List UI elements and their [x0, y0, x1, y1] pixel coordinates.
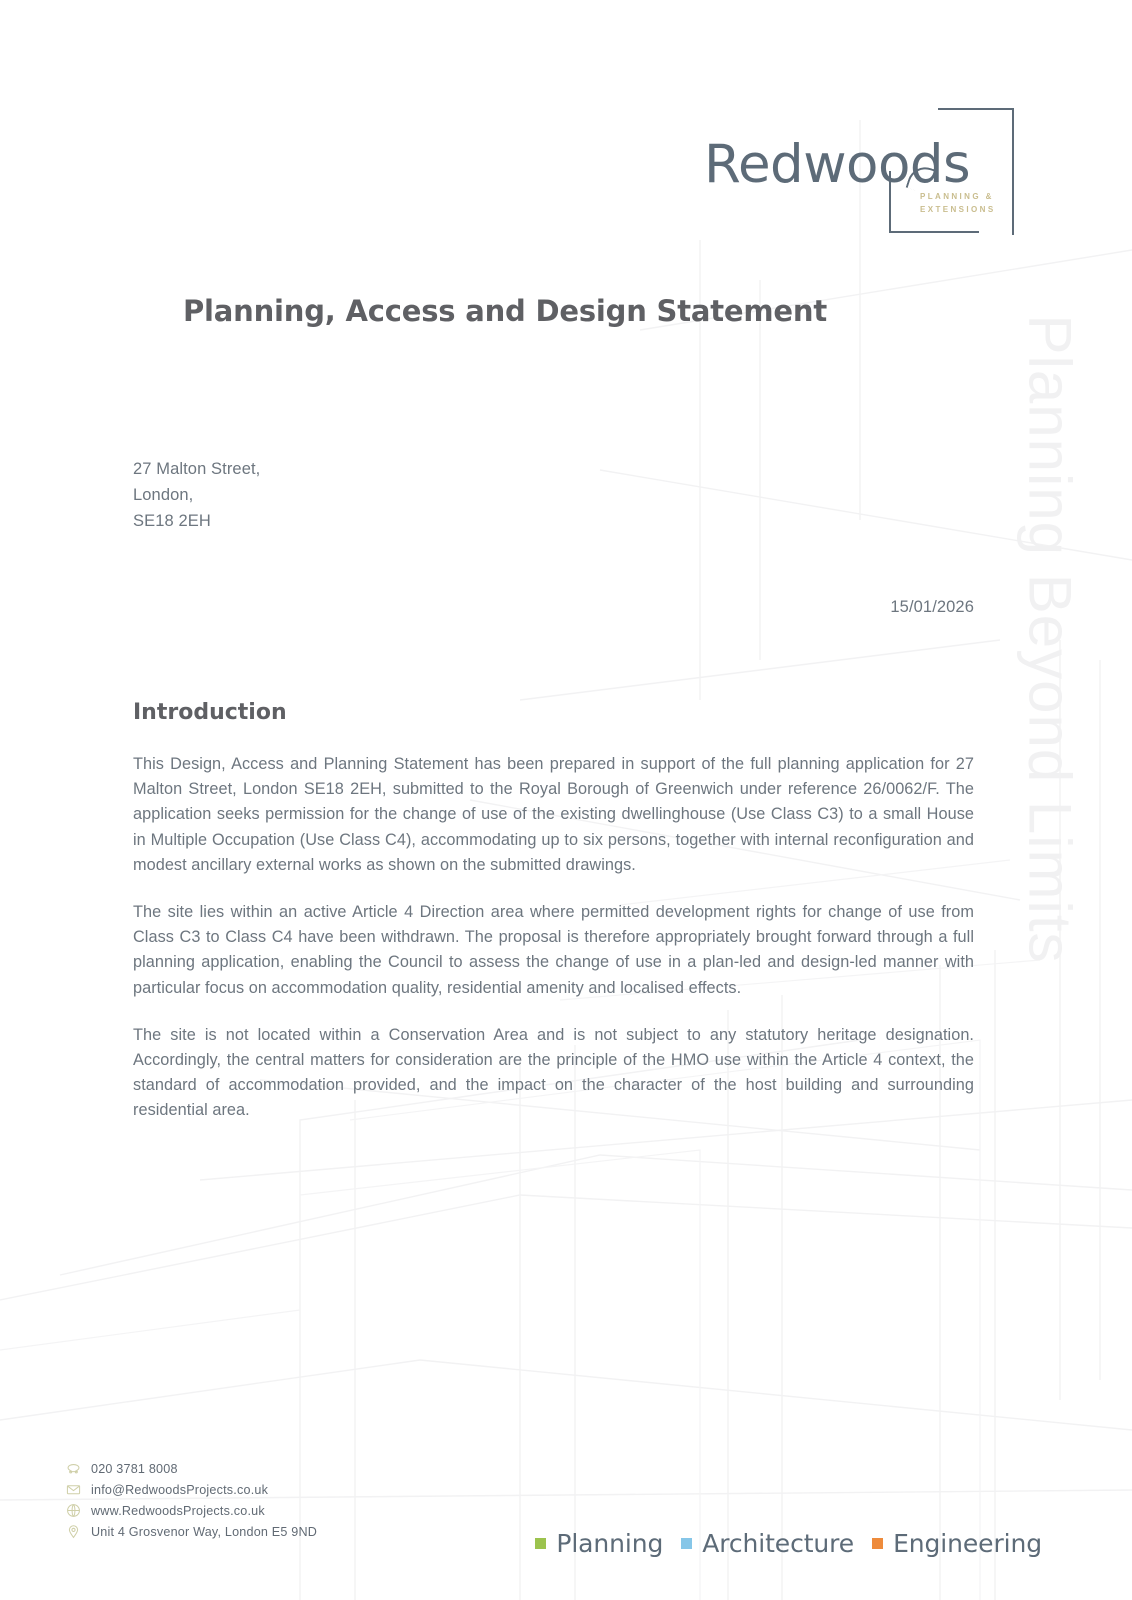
- section-body: [133, 752, 974, 1124]
- footer-website-text: www.RedwoodsProjects.co.uk: [91, 1503, 265, 1518]
- document-date: 15/01/2026: [890, 598, 974, 616]
- watermark-text: Planning Beyond Limits: [1016, 314, 1084, 964]
- body-paragraph: The site lies within an active Article 4 Direction area where permitted development rights for change of use from Class C3 to Class C4 have been withdrawn. The proposal is therefore appropriately brought forward through a full planning application, enabling the Council to assess the change of use in a plan-led and design-led manner with particular focus on accommodation quality, residential amenity and localised effects.: [133, 903, 974, 997]
- service-label-engineering: Engineering: [893, 1529, 1042, 1558]
- brand-logo: [704, 100, 1014, 240]
- site-address-block: [133, 456, 260, 534]
- address-line-1: 27 Malton Street,: [133, 460, 261, 478]
- envelope-icon: [66, 1482, 81, 1497]
- service-swatch-engineering: [872, 1538, 883, 1549]
- footer-address-text: Unit 4 Grosvenor Way, London E5 9ND: [91, 1524, 318, 1539]
- logo-tagline-line2: EXTENSIONS: [920, 205, 996, 214]
- section-heading-introduction: Introduction: [133, 700, 287, 725]
- footer-contact-address[interactable]: [66, 1521, 317, 1542]
- footer-email-text: info@RedwoodsProjects.co.uk: [91, 1482, 269, 1497]
- footer-service-planning[interactable]: [535, 1529, 663, 1558]
- footer-contact-email[interactable]: [66, 1479, 317, 1500]
- body-paragraph: This Design, Access and Planning Statement has been prepared in support of the full planning application for 27 Malton Street, London SE18 2EH, submitted to the Royal Borough of Greenwich under reference 26/0062/F. The application seeks permission for the change of use of the existing dwellinghouse (Use Class C3) to a small House in Multiple Occupation (Use Class C4), accommodating up to six persons, together with internal reconfiguration and modest ancillary external works as shown on the submitted drawings.: [133, 755, 974, 874]
- logo-wordmark: Redwoods: [704, 134, 971, 195]
- globe-icon: [66, 1503, 81, 1518]
- address-line-2: London,: [133, 486, 194, 504]
- footer-contact-website[interactable]: [66, 1500, 317, 1521]
- address-line-3: SE18 2EH: [133, 512, 211, 530]
- service-label-architecture: Architecture: [702, 1529, 855, 1558]
- footer-contact-phone[interactable]: [66, 1458, 317, 1479]
- body-paragraph: The site is not located within a Conservation Area and is not subject to any statutory heritage designation. Accordingly, the central matters for consideration are the principle of the HMO use within the Article 4 context, the standard of accommodation provided, and the impact on the character of the host building and surrounding residential area.: [133, 1025, 974, 1120]
- phone-icon: [66, 1461, 81, 1476]
- footer-services-list: [535, 1529, 1042, 1558]
- location-pin-icon: [66, 1524, 81, 1539]
- page-title: Planning, Access and Design Statement: [183, 294, 827, 328]
- service-swatch-planning: [535, 1538, 546, 1549]
- logo-tagline-line1: PLANNING &: [920, 192, 994, 201]
- service-swatch-architecture: [681, 1538, 692, 1549]
- footer-contact-list: [66, 1458, 317, 1542]
- logo-tagline: [920, 190, 996, 216]
- footer-phone-text: 020 3781 8008: [91, 1461, 178, 1476]
- service-label-planning: Planning: [556, 1529, 664, 1558]
- footer-service-architecture[interactable]: [681, 1529, 854, 1558]
- footer-service-engineering[interactable]: [872, 1529, 1042, 1558]
